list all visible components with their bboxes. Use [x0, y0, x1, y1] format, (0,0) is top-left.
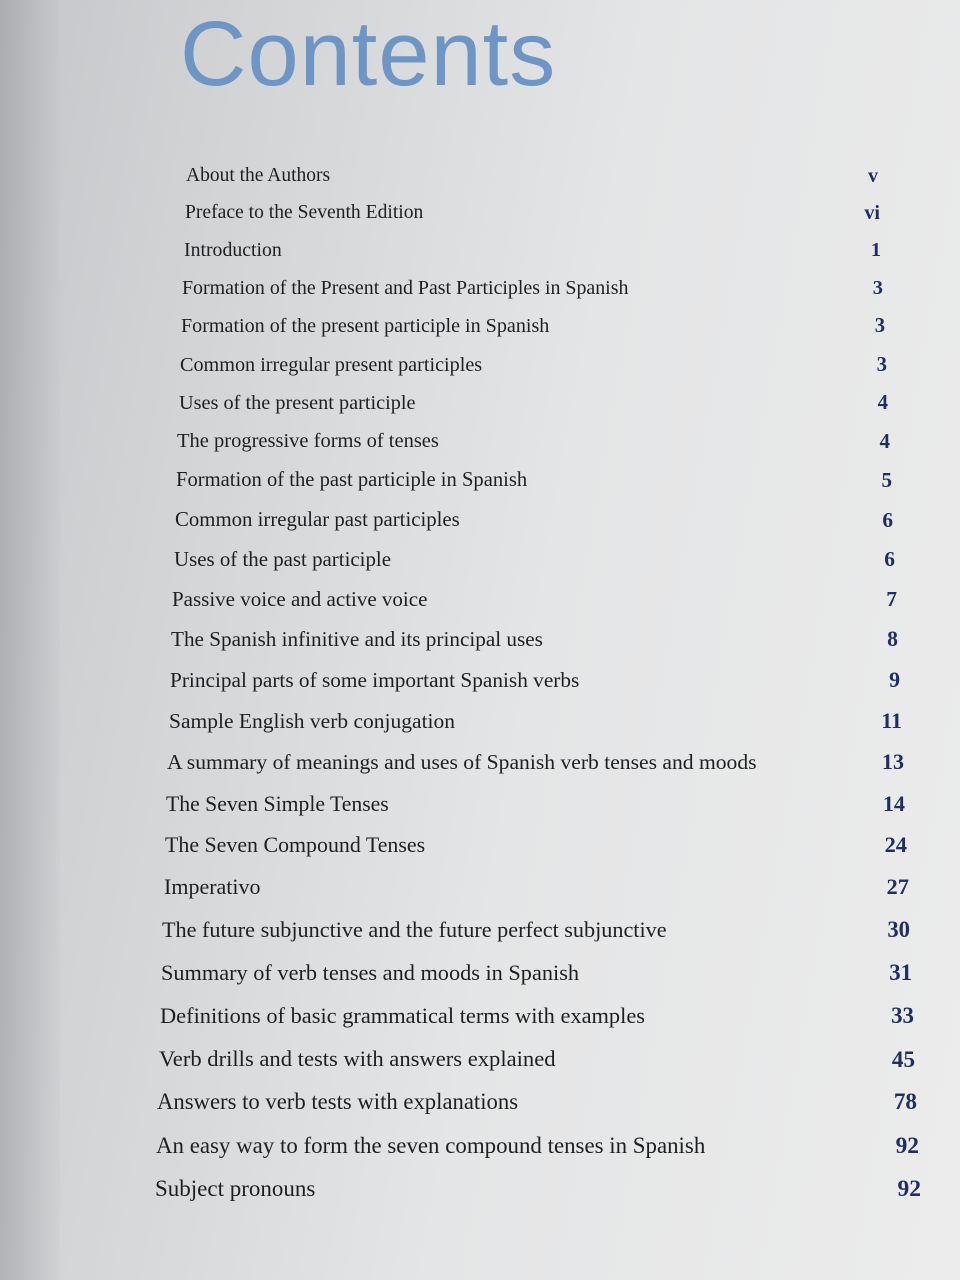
toc-entry-title: Summary of verb tenses and moods in Spanish: [161, 960, 580, 985]
toc-entry-page-number: 31: [889, 960, 912, 985]
toc-entry-title: The Seven Simple Tenses: [166, 792, 389, 816]
toc-entry-page-number: 7: [886, 587, 897, 611]
toc-entry-title: An easy way to form the seven compound tenses in Spanish: [156, 1133, 706, 1158]
toc-entry-title: Definitions of basic grammatical terms with examples: [160, 1003, 645, 1028]
toc-entry: [166, 789, 915, 819]
toc-entry: [179, 388, 898, 418]
toc-entry-title: The future subjunctive and the future perfect subjunctive: [162, 917, 667, 942]
toc-entry-page-number: v: [868, 165, 878, 187]
toc-entry-page-number: 92: [895, 1133, 919, 1159]
toc-entry-title: Principal parts of some important Spanish verbs: [170, 668, 580, 692]
toc-entry: [167, 747, 914, 777]
toc-entry-page-number: 30: [887, 917, 910, 942]
toc-entry: [160, 1001, 924, 1031]
toc-entry: [180, 350, 897, 380]
toc-entry-title: Subject pronouns: [155, 1176, 316, 1201]
toc-entry: [170, 665, 910, 695]
toc-entry-page-number: 92: [897, 1176, 921, 1202]
toc-entry-page-number: 4: [879, 429, 890, 453]
toc-entry-page-number: 3: [876, 354, 887, 376]
toc-entry: [157, 1087, 927, 1117]
toc-entry-page-number: 8: [887, 627, 898, 651]
toc-entry: [159, 1044, 925, 1074]
toc-entry: [174, 544, 905, 574]
page-title: Contents: [180, 3, 557, 105]
toc-entry-title: Answers to verb tests with explanations: [157, 1089, 519, 1114]
toc-entry: [164, 872, 919, 902]
toc-entry-title: Verb drills and tests with answers explained: [159, 1046, 556, 1071]
toc-entry-title: Sample English verb conjugation: [169, 709, 456, 733]
toc-entry: [185, 198, 890, 228]
toc-entry-title: The Spanish infinitive and its principal uses: [171, 627, 543, 651]
toc-entry-page-number: vi: [864, 202, 880, 224]
toc-entry-page-number: 45: [891, 1046, 915, 1072]
toc-entry-title: Formation of the past participle in Spanish: [176, 469, 528, 491]
toc-entry-title: Imperativo: [164, 874, 261, 899]
toc-entry-page-number: 1: [870, 239, 881, 261]
toc-entry: [177, 426, 900, 456]
toc-entry-page-number: 27: [886, 874, 909, 899]
toc-entry-page-number: 24: [884, 832, 907, 857]
toc-entry-title: Formation of the present participle in Spanish: [181, 315, 550, 337]
toc-entry-page-number: 4: [877, 391, 888, 414]
toc-entry-page-number: 78: [893, 1089, 917, 1115]
toc-entry: [172, 584, 907, 614]
toc-entry-title: Uses of the past participle: [174, 547, 391, 571]
toc-entry-page-number: 9: [889, 668, 900, 692]
toc-entry-title: Passive voice and active voice: [172, 587, 428, 611]
toc-entry-page-number: 3: [874, 315, 885, 337]
toc-entry: [175, 505, 903, 535]
toc-entry: [182, 273, 893, 303]
toc-entry-title: Common irregular present participles: [180, 354, 483, 376]
toc-entry-title: About the Authors: [186, 165, 331, 186]
toc-entry-title: A summary of meanings and uses of Spanish verb tenses and moods: [167, 750, 757, 774]
toc-entry: [165, 830, 917, 860]
toc-entry-title: The Seven Compound Tenses: [165, 832, 426, 857]
toc-entry: [184, 235, 891, 265]
toc-entry: [176, 465, 902, 495]
toc-entry-page-number: 33: [891, 1003, 914, 1028]
toc-entry-title: Formation of the Present and Past Participles in Spanish: [182, 277, 629, 299]
toc-entry-page-number: 13: [881, 749, 904, 774]
toc-entry: [161, 958, 922, 988]
toc-entry-page-number: 6: [884, 547, 895, 571]
toc-entry-page-number: 11: [881, 708, 902, 733]
toc-entry: [186, 161, 888, 191]
toc-entry: [155, 1174, 931, 1204]
toc-entry-title: Common irregular past participles: [175, 508, 460, 531]
toc-entry: [171, 624, 908, 654]
toc-entry-page-number: 5: [881, 468, 892, 492]
toc-entry: [181, 311, 895, 341]
toc-entry-page-number: 14: [882, 791, 905, 816]
toc-entry: [156, 1131, 929, 1161]
toc-entry-title: The progressive forms of tenses: [177, 430, 439, 452]
toc-entry-title: Introduction: [184, 239, 282, 261]
toc-entry-page-number: 3: [872, 277, 883, 299]
toc-entry-title: Preface to the Seventh Edition: [185, 202, 424, 223]
toc-entry-page-number: 6: [882, 508, 893, 532]
toc-entry: [162, 915, 920, 945]
toc-entry: [169, 706, 912, 736]
toc-entry-title: Uses of the present participle: [179, 392, 416, 414]
